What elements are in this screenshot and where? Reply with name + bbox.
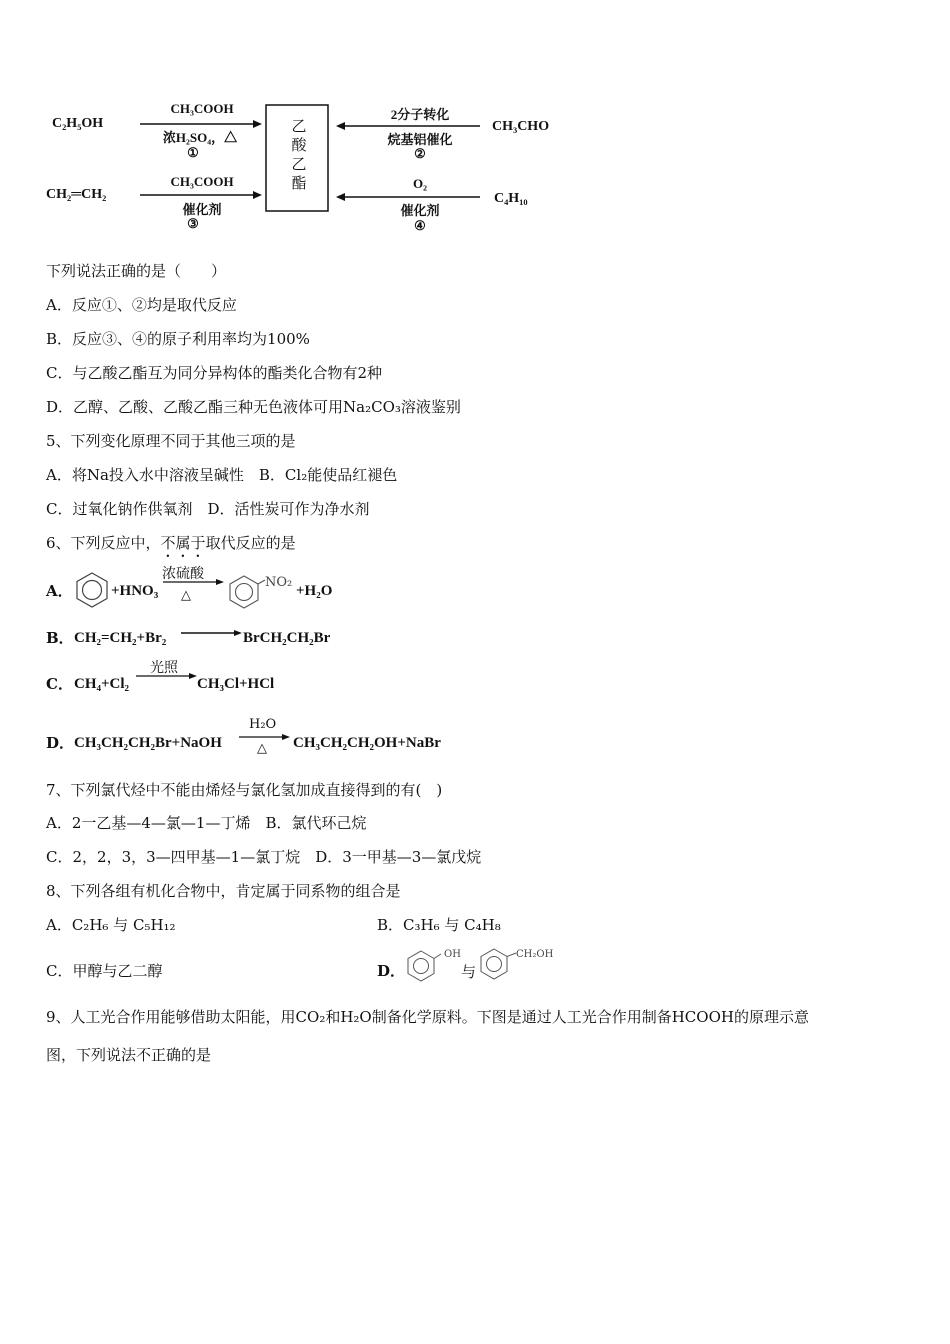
step1-number: ① xyxy=(187,145,199,160)
q7-options-row1: A．2一乙基—4—氯—1—丁烯 B．氯代环己烷 xyxy=(46,814,367,832)
q6-c-arrow xyxy=(136,672,198,680)
arrowhead-step2 xyxy=(336,122,345,130)
step1-reagent-above: CH₃COOH xyxy=(170,101,234,116)
left-top-reactant: C₂H₅OH xyxy=(52,116,104,131)
q7-options-row2: C．2，2，3，3—四甲基—1—氯丁烷 D．3一甲基—3—氯戊烷 xyxy=(46,848,482,866)
q5-options-row1: A．将Na投入水中溶液呈碱性 B．Cl₂能使品红褪色 xyxy=(46,466,398,484)
q6-a-nitro-group: NO₂ xyxy=(265,575,293,590)
benzyl-alcohol-icon xyxy=(478,946,520,980)
q4-option-a: A．反应①、②均是取代反应 xyxy=(46,296,237,314)
q6-d-label: D． xyxy=(46,734,75,752)
step2-number: ② xyxy=(414,146,426,161)
step3-number: ③ xyxy=(187,216,199,231)
q6-stem-prefix: 6、下列反应中， xyxy=(46,534,161,552)
q6-a-reagent: +HNO₃ xyxy=(111,583,159,599)
q4-stem: 下列说法正确的是（ ） xyxy=(46,262,227,280)
arrowhead-step3 xyxy=(253,191,262,199)
q6-d-arrow xyxy=(239,733,291,741)
q8-d-ch2oh-label: CH₂OH xyxy=(516,949,554,960)
q6-a-arrow xyxy=(163,578,225,586)
q6-b-left: CH₂=CH₂+Br₂ xyxy=(74,630,167,646)
q6-c-left: CH₄+Cl₂ xyxy=(74,676,130,692)
q8-d-and: 与 xyxy=(461,963,477,981)
q6-d-left: CH₃CH₂CH₂Br+NaOH xyxy=(74,735,222,751)
q8-option-a: A．C₂H₆ 与 C₅H₁₂ xyxy=(46,916,176,934)
q5-stem: 5、下列变化原理不同于其他三项的是 xyxy=(46,432,296,450)
q6-c-label: C． xyxy=(46,675,73,693)
q6-stem-emphasis: 不属于 xyxy=(160,534,206,552)
q6-d-right: CH₃CH₂CH₂OH+NaBr xyxy=(293,735,441,751)
q8-option-c: C．甲醇与乙二醇 xyxy=(46,962,163,980)
q8-stem: 8、下列各组有机化合物中，肯定属于同系物的组合是 xyxy=(46,882,401,900)
q6-b-arrow xyxy=(181,628,243,638)
step4-reagent-below: 催化剂 xyxy=(400,203,440,218)
phenol-icon xyxy=(405,948,445,982)
step4-number: ④ xyxy=(414,218,426,233)
step4-reagent-above: O₂ xyxy=(412,176,427,191)
product-name: 乙酸乙酯 xyxy=(291,119,307,192)
q6-b-label: B． xyxy=(46,629,74,647)
right-top-reactant: CH₃CHO xyxy=(492,119,550,134)
q6-stem-suffix: 取代反应的是 xyxy=(205,534,296,552)
arrowhead-step4 xyxy=(336,193,345,201)
step1-reagent-below: 浓H₂SO₄，△ xyxy=(162,130,238,145)
q6-d-cond-below: △ xyxy=(257,741,267,756)
q9-line2: 图，下列说法不正确的是 xyxy=(46,1046,212,1064)
q6-a-cond-below: △ xyxy=(181,588,191,603)
q6-c-condition: 光照 xyxy=(150,660,178,676)
step3-reagent-above: CH₃COOH xyxy=(170,174,234,189)
step3-reagent-below: 催化剂 xyxy=(182,202,222,217)
q4-option-b: B．反应③、④的原子利用率均为100% xyxy=(46,330,310,348)
q8-d-oh-label: OH xyxy=(444,949,461,960)
benzene-icon xyxy=(72,570,112,610)
q5-options-row2: C．过氧化钠作供氧剂 D．活性炭可作为净水剂 xyxy=(46,500,370,518)
scheme-graphic xyxy=(40,95,600,245)
q9-line1: 9、人工光合作用能够借助太阳能，用CO₂和H₂O制备化学原料。下图是通过人工光合作用制备HCOOH的原理示意 xyxy=(46,1008,809,1026)
q6-a-cond-above: 浓硫酸 xyxy=(162,566,204,582)
q6-c-right: CH₃Cl+HCl xyxy=(197,676,275,692)
step2-reagent-below: 烷基铝催化 xyxy=(387,132,453,147)
q6-d-cond-above: H₂O xyxy=(249,717,277,732)
q8-d-label: D． xyxy=(377,962,406,980)
right-bottom-reactant: C₄H₁₀ xyxy=(494,191,528,206)
left-bottom-reactant: CH₂═CH₂ xyxy=(46,187,107,202)
nitrobenzene-icon xyxy=(226,572,266,612)
q6-a-product: +H₂O xyxy=(296,583,333,599)
q6-stem xyxy=(46,533,296,561)
q4-option-c: C．与乙酸乙酯互为同分异构体的酯类化合物有2种 xyxy=(46,364,383,382)
q6-b-right: BrCH₂CH₂Br xyxy=(243,630,331,646)
step2-reagent-above: 2分子转化 xyxy=(390,107,450,122)
q6-a-label: A． xyxy=(46,582,73,600)
q4-option-d: D．乙醇、乙酸、乙酸乙酯三种无色液体可用Na₂CO₃溶液鉴别 xyxy=(46,398,461,416)
q8-option-b: B．C₃H₆ 与 C₄H₈ xyxy=(377,916,501,934)
q7-stem: 7、下列氯代烃中不能由烯烃与氯化氢加成直接得到的有( ) xyxy=(46,781,443,799)
